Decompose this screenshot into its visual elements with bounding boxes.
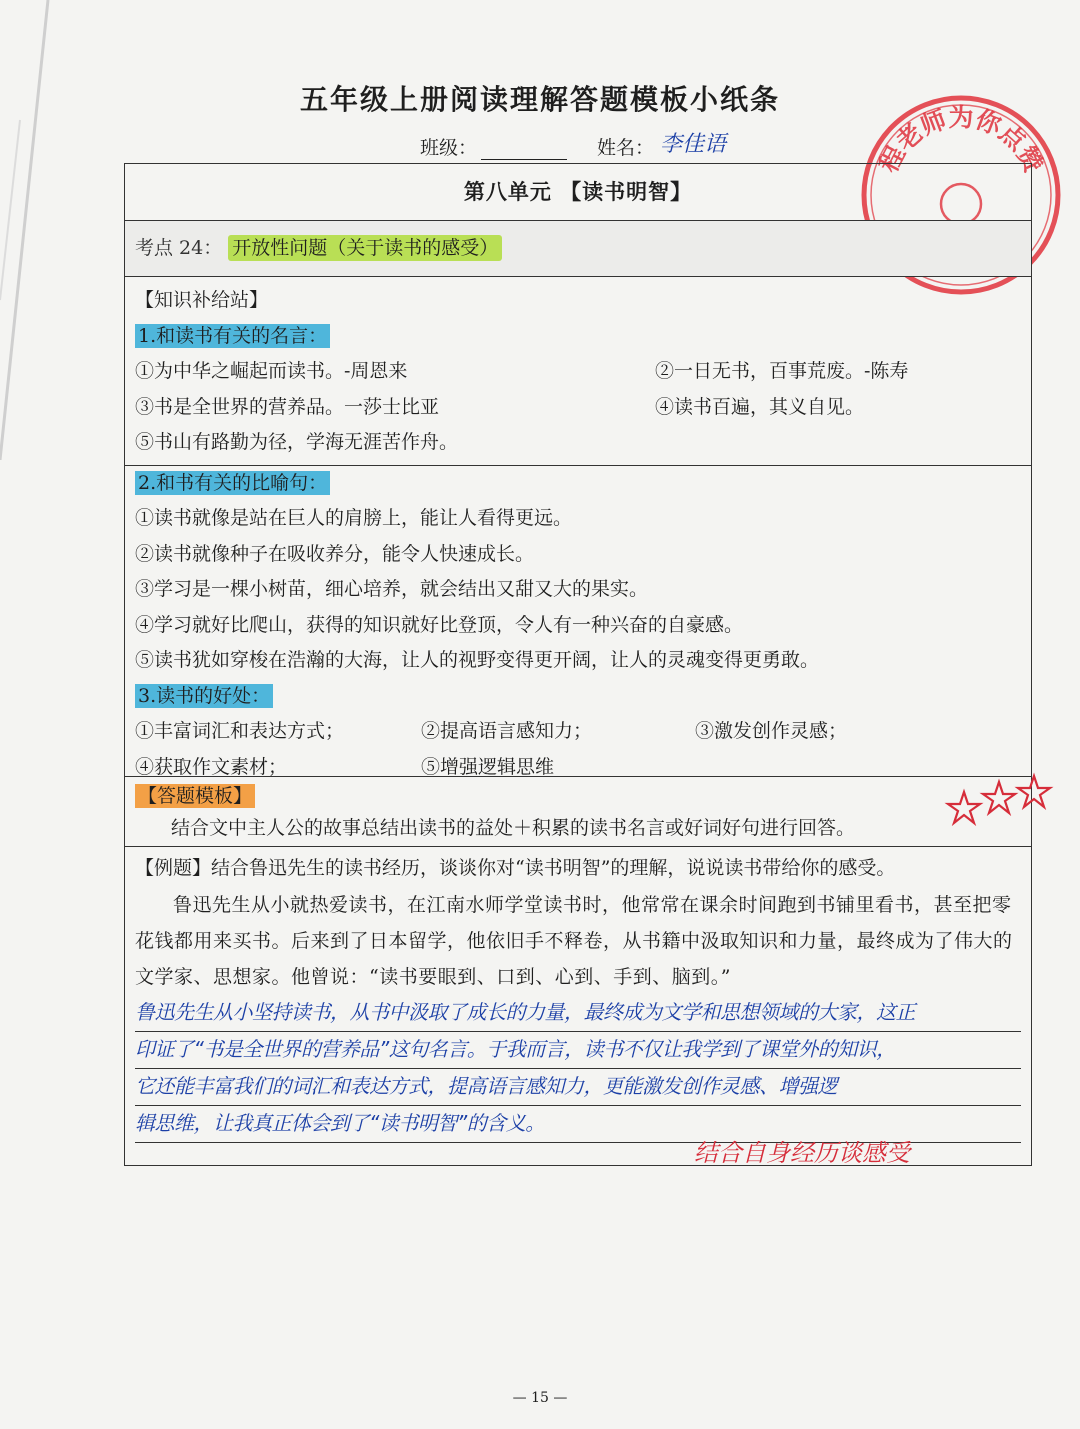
quote-2: ②一日无书，百事荒废。-陈寿 (655, 360, 909, 382)
class-field (481, 137, 567, 160)
knowledge-section (125, 277, 1031, 777)
red-stars-icon (944, 770, 1054, 830)
benefit-1: ①丰富词汇和表达方式； (135, 720, 345, 742)
section-title-benefits: 3.读书的好处： (135, 684, 273, 708)
class-label: 班级： (420, 137, 478, 159)
list-item (135, 750, 1021, 786)
answer-template-section (125, 777, 1031, 847)
exam-point-topic: 开放性问题（关于读书的感受） (228, 235, 502, 261)
handwritten-answer-line: 辑思维，让我真正体会到了“读书明智”的含义。 (135, 1106, 1021, 1143)
quote-5: ⑤书山有路勤为径，学海无涯苦作舟。 (135, 431, 459, 453)
metaphor-2: ②读书就像种子在吸收养分，能令人快速成长。 (135, 542, 535, 565)
handwritten-answer-line: 它还能丰富我们的词汇和表达方式，提高语言感知力，更能激发创作灵感、增强逻 (135, 1069, 1021, 1106)
benefit-4: ④获取作文素材； (135, 755, 288, 778)
quote-3: ③书是全世界的营养品。一莎士比亚 (135, 395, 440, 418)
name-value: 李佳语 (660, 132, 727, 157)
metaphor-1: ①读书就像是站在巨人的肩膀上，能让人看得更远。 (135, 507, 573, 529)
knowledge-title: 【知识补给站】 (135, 289, 269, 311)
teacher-comment: 结合自身经历谈感受 (694, 1139, 910, 1167)
handwritten-answer-line: 鲁迅先生从小坚持读书，从书中汲取了成长的力量，最终成为文学和思想领域的大家，这正 (135, 995, 1021, 1032)
benefit-3: ③激发创作灵感； (695, 720, 848, 742)
quote-1: ①为中华之崛起而读书。-周恩来 (135, 360, 408, 382)
page-number: — 15 — (512, 1390, 568, 1406)
quote-4: ④读书百遍，其义自见。 (655, 395, 865, 418)
benefit-2: ②提高语言感知力； (421, 720, 593, 742)
section-title-quotes: 1.和读书有关的名言： (135, 324, 330, 348)
example-passage: 鲁迅先生从小就热爱读书，在江南水师学堂读书时，他常常在课余时间跑到书铺里看书，甚至把零花钱都用来买书。后来到了日本留学，他依旧手不释卷，从书籍中汲取知识和力量，最终成为了伟大的文学家、思想家。他曾说：“读书要眼到、口到、心到、手到、脑到。” (135, 893, 1013, 988)
list-item (135, 354, 1021, 390)
metaphor-3: ③学习是一棵小树苗，细心培养，就会结出又甜又大的果实。 (135, 578, 649, 600)
name-label: 姓名： (597, 137, 655, 159)
page-title: 五年级上册阅读理解答题模板小纸条 (299, 83, 780, 116)
list-item (135, 390, 1021, 426)
paper-edge-shadow (0, 0, 60, 460)
template-text: 结合文中主人公的故事总结出读书的益处＋积累的读书名言或好词好句进行回答。 (171, 817, 856, 839)
exam-point-label: 考点 24： (135, 237, 223, 259)
unit-title: 第八单元 【读书明智】 (125, 164, 1031, 221)
exam-point-row (125, 221, 1031, 277)
handwritten-answer-line: 印证了“书是全世界的营养品”这句名言。于我而言，读书不仅让我学到了课堂外的知识， (135, 1032, 1021, 1069)
student-info-row (420, 126, 840, 160)
metaphor-5: ⑤读书犹如穿梭在浩瀚的大海，让人的视野变得更开阔，让人的灵魂变得更勇敢。 (135, 649, 820, 671)
list-item (135, 714, 1021, 750)
template-title: 【答题模板】 (135, 784, 255, 808)
example-question: 【例题】结合鲁迅先生的读书经历，谈谈你对“读书明智”的理解，说说读书带给你的感受。 (135, 857, 896, 879)
benefit-5: ⑤增强逻辑思维 (421, 755, 555, 778)
worksheet-table (124, 163, 1032, 1166)
metaphor-4: ④学习就好比爬山，获得的知识就好比登顶，令人有一种兴奋的自豪感。 (135, 613, 744, 636)
section-title-metaphors: 2.和书有关的比喻句： (135, 471, 330, 495)
stamp-text: 程老师为你点赞 (873, 102, 1049, 177)
example-section (125, 847, 1031, 1143)
